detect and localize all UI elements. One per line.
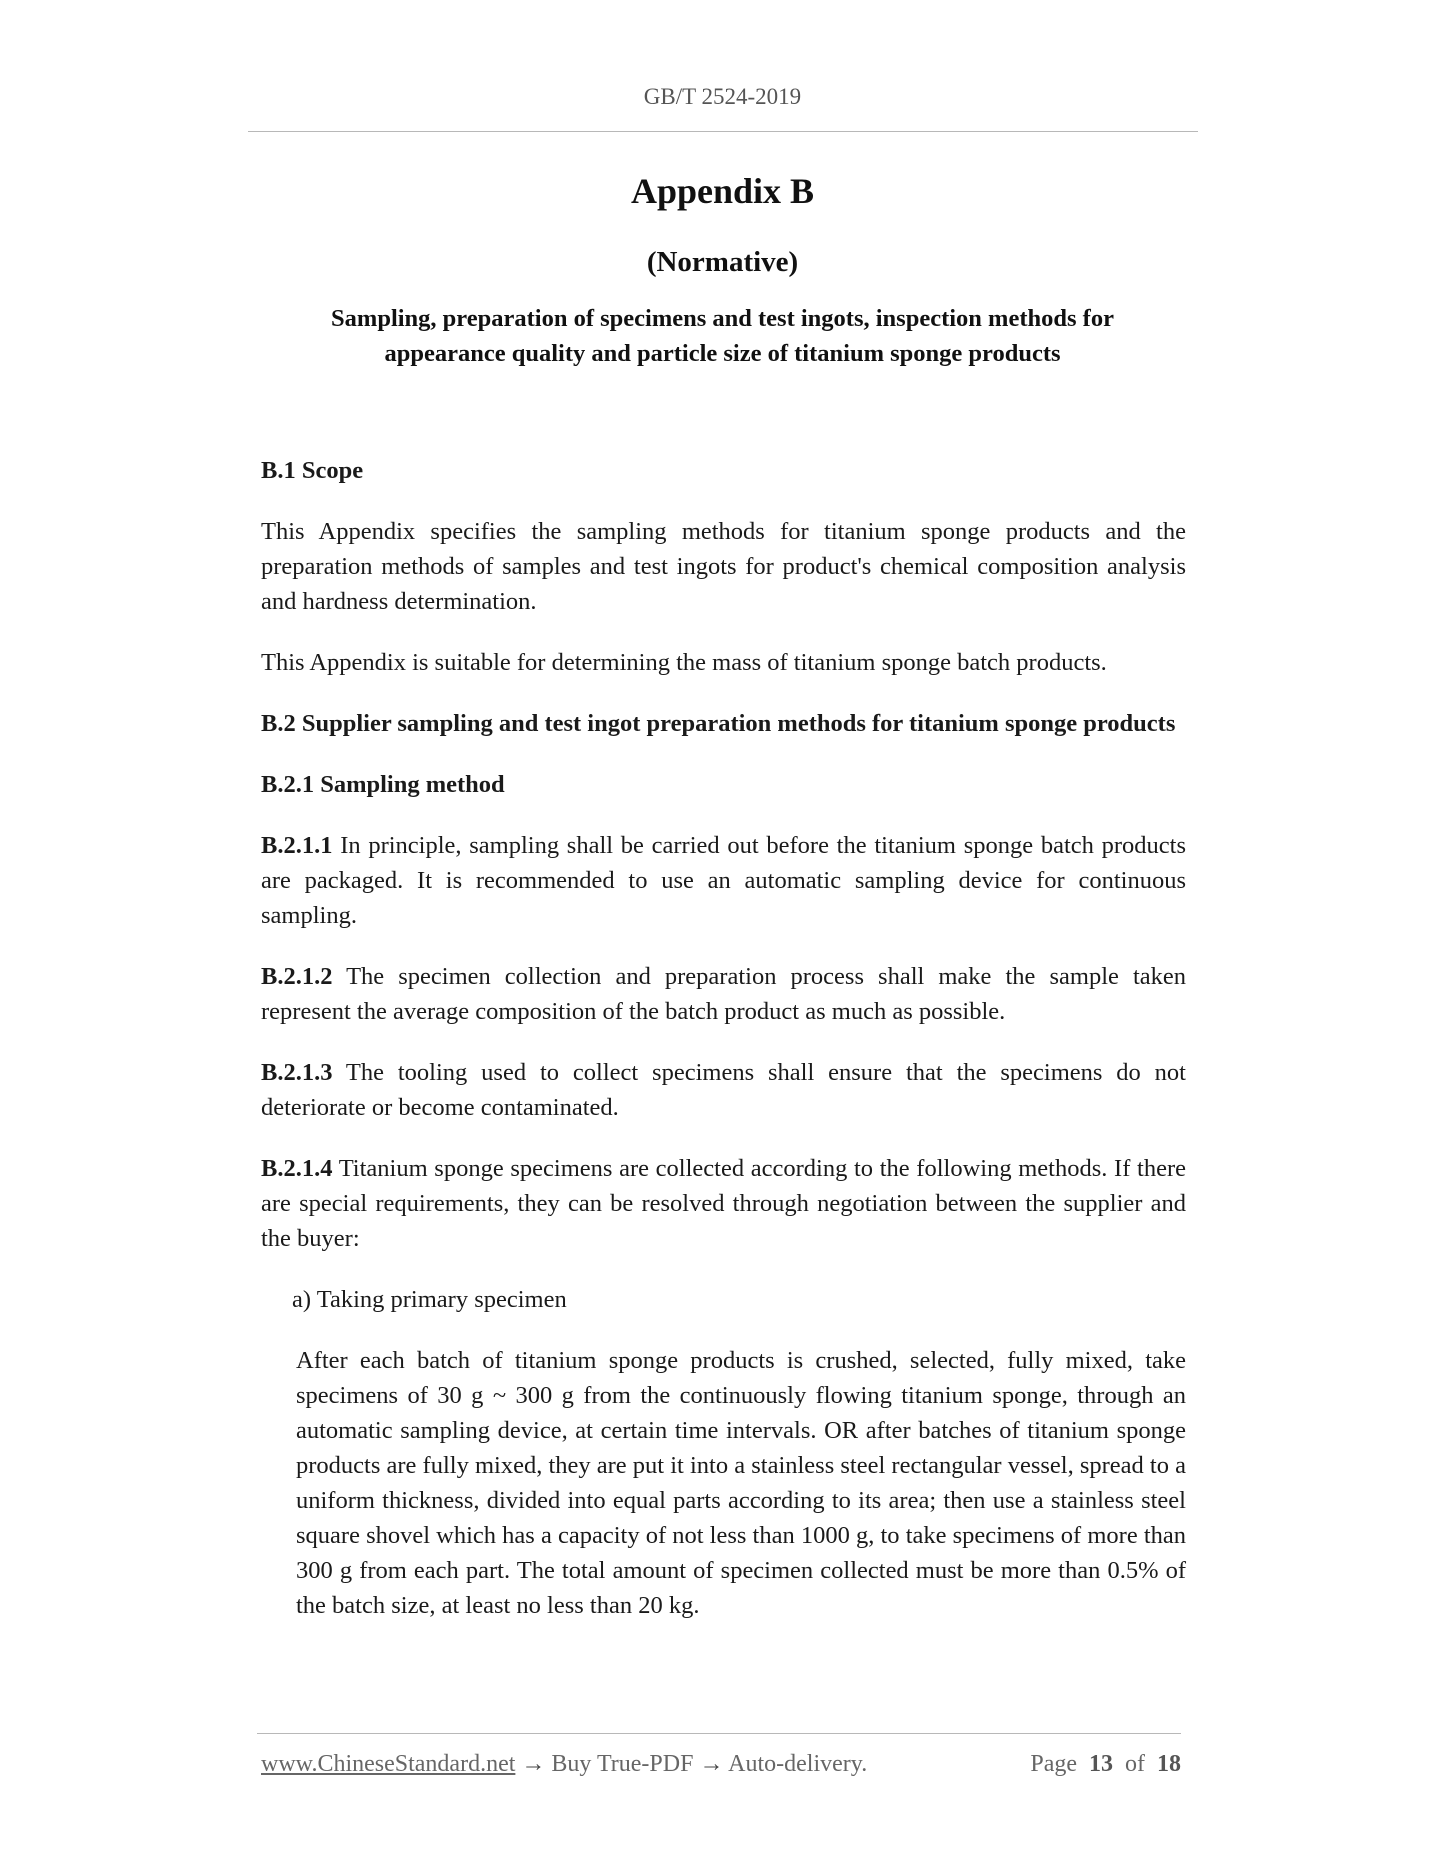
clause-b213-text: The tooling used to collect specimens shall ensure that the specimens do not deteriorate or become contaminated.	[261, 1059, 1186, 1121]
current-page-number: 13	[1089, 1751, 1113, 1777]
appendix-subtitle	[260, 301, 1185, 371]
clause-b214	[261, 1151, 1186, 1256]
clause-b213	[261, 1055, 1186, 1125]
section-b21-heading: B.2.1 Sampling method	[261, 771, 505, 798]
section-b1-paragraph-1: This Appendix specifies the sampling methods for titanium sponge products and the preparation methods of samples and test ingots for product's chemical composition analysis and hardness determination.	[261, 518, 1186, 615]
list-item-a-text: After each batch of titanium sponge products is crushed, selected, fully mixed, take specimens of 30 g ~ 300 g from the continuously flowing titanium sponge, through an automatic sampling device, at certain time intervals. OR after batches of titanium sponge products are fully mixed, they are put it into a stainless steel rectangular vessel, spread to a uniform thickness, divided into equal parts according to its area; then use a stainless steel square shovel which has a capacity of not less than 1000 g, to take specimens of more than 300 g from each part. The total amount of specimen collected must be more than 0.5% of the batch size, at least no less than 20 kg.	[296, 1347, 1186, 1619]
clause-b214-number: B.2.1.4	[261, 1155, 333, 1182]
arrow-right-icon: →	[521, 1751, 546, 1777]
clause-b211	[261, 828, 1186, 933]
document-number-header: GB/T 2524-2019	[643, 84, 802, 109]
section-b1-paragraph-2: This Appendix is suitable for determining the mass of titanium sponge batch products.	[261, 649, 1107, 676]
clause-b212-text: The specimen collection and preparation process shall make the sample taken represent the average composition of the batch product as much as possible.	[261, 963, 1186, 1025]
clause-b214-text: Titanium sponge specimens are collected according to the following methods. If there are special requirements, they can be resolved through negotiation between the supplier and the buyer:	[261, 1155, 1186, 1252]
auto-delivery-text: Auto-delivery.	[723, 1751, 868, 1777]
clause-b212-number: B.2.1.2	[261, 963, 333, 990]
page-footer	[261, 1751, 1181, 1778]
list-item-a-label: a) Taking primary specimen	[292, 1286, 567, 1313]
page-indicator	[1030, 1751, 1181, 1778]
appendix-type: (Normative)	[646, 246, 799, 278]
header-divider	[248, 131, 1198, 132]
website-link[interactable]: www.ChineseStandard.net	[261, 1751, 516, 1777]
appendix-subtitle-line-1: Sampling, preparation of specimens and test ingots, inspection methods for	[331, 305, 1114, 332]
section-b2-heading: B.2 Supplier sampling and test ingot preparation methods for titanium sponge products	[261, 710, 1176, 737]
clause-b211-text: In principle, sampling shall be carried out before the titanium sponge batch products are packaged. It is recommended to use an automatic sampling device for continuous sampling.	[261, 832, 1186, 929]
section-b1-heading: B.1 Scope	[261, 457, 364, 484]
of-label: of	[1125, 1751, 1145, 1777]
footer-divider	[257, 1733, 1181, 1734]
arrow-right-icon: →	[699, 1751, 724, 1777]
document-body	[261, 453, 1186, 1623]
clause-b212	[261, 959, 1186, 1029]
total-page-number: 18	[1157, 1751, 1181, 1777]
appendix-subtitle-line-2: appearance quality and particle size of titanium sponge products	[384, 340, 1061, 367]
clause-b211-number: B.2.1.1	[261, 832, 333, 859]
clause-b213-number: B.2.1.3	[261, 1059, 333, 1086]
buy-pdf-text: Buy True-PDF	[545, 1751, 700, 1777]
appendix-title: Appendix B	[630, 171, 815, 211]
page-label: Page	[1030, 1751, 1077, 1777]
